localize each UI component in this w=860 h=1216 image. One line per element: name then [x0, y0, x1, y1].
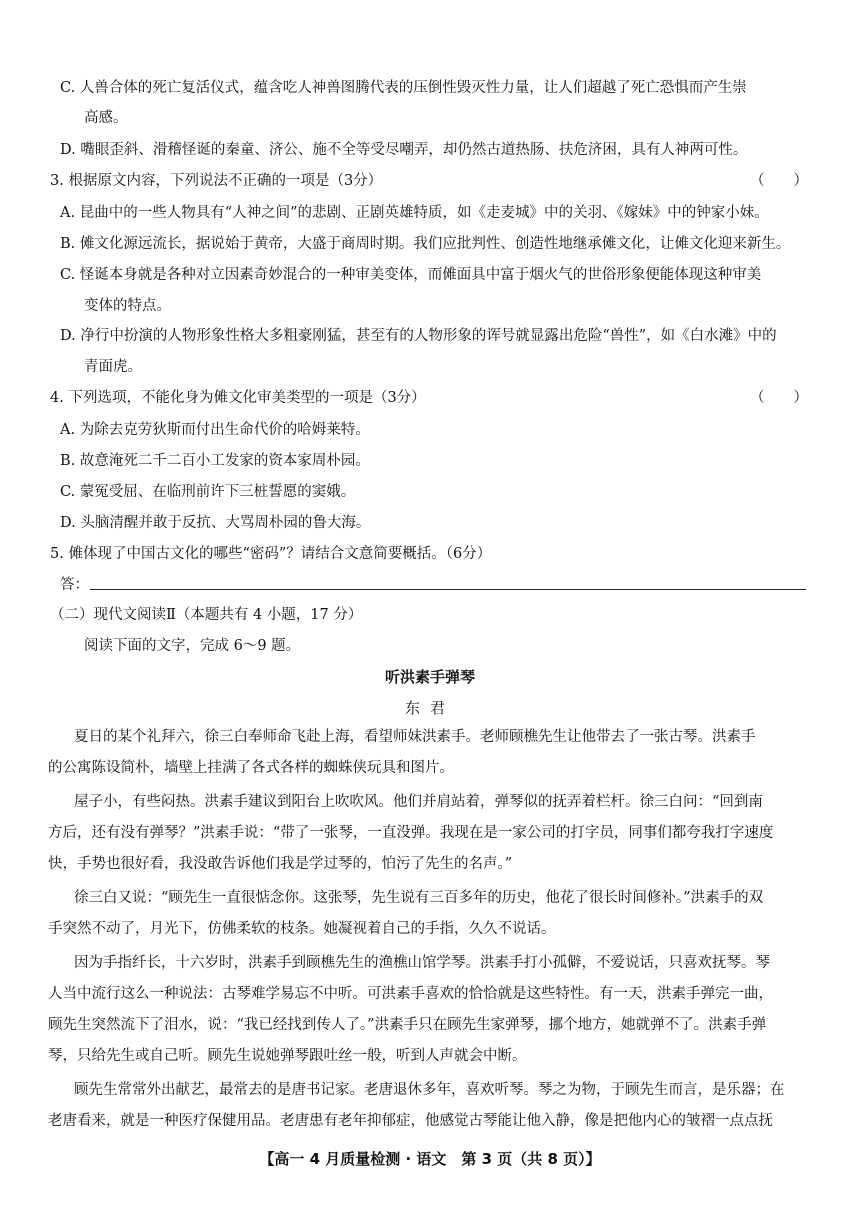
q5-answer-line[interactable] — [90, 589, 806, 590]
article-line: 的公寓陈设简朴，墙壁上挂满了各式各样的蜘蛛侠玩具和图片。 — [48, 760, 454, 776]
q3-option-d-line2: 青面虎。 — [84, 359, 142, 375]
q4-option-c: C. 蒙冤受屈、在临刑前许下三桩誓愿的窦娥。 — [60, 484, 356, 500]
q5-answer-label: 答： — [60, 577, 89, 593]
q4-answer-paren: （ ） — [750, 390, 808, 406]
q2-option-c-line2: 高感。 — [84, 110, 128, 126]
q3-option-c-line1: C. 怪诞本身就是各种对立因素奇妙混合的一种审美变体，而傩面具中富于烟火气的世俗形象便能体现这种审美 — [60, 267, 762, 283]
article-line: 快，手势也很好看，我没敢告诉他们我是学过琴的，怕污了先生的名声。” — [48, 856, 513, 872]
article-line: 老唐看来，就是一种医疗保健用品。老唐患有老年抑郁症，他感觉古琴能让他入静，像是把他内心的皱褶一点点抚 — [48, 1113, 773, 1129]
section2-instruction: 阅读下面的文字，完成 6～9 题。 — [84, 638, 301, 654]
article-line: 顾先生突然流下了泪水，说：“我已经找到传人了。”洪素手只在顾先生家弹琴，挪个地方，她就弹不了。洪素手弹 — [48, 1017, 767, 1033]
page-footer: 【高一 4 月质量检测 · 语文 第 3 页（共 8 页）】 — [259, 1150, 601, 1168]
q4-stem: 4. 下列选项，不能化身为傩文化审美类型的一项是（3分） — [50, 390, 426, 406]
q3-option-b: B. 傩文化源远流长，据说始于黄帝，大盛于商周时期。我们应批判性、创造性地继承傩文化，让傩文化迎来新生。 — [60, 236, 791, 252]
q3-option-a: A. 昆曲中的一些人物具有“人神之间”的悲剧、正剧英雄特质，如《走麦城》中的关羽、《嫁妹》中的钟家小妹。 — [60, 205, 769, 221]
q4-option-d: D. 头脑清醒并敢于反抗、大骂周朴园的鲁大海。 — [60, 515, 371, 531]
q2-option-c-line1: C. 人兽合体的死亡复活仪式，蕴含吃人神兽图腾代表的压倒性毁灭性力量，让人们超越了死亡恐惧而产生崇 — [60, 80, 747, 96]
article-line: 夏日的某个礼拜六，徐三白奉师命飞赴上海，看望师妹洪素手。老师顾樵先生让他带去了一张古琴。洪素手 — [74, 729, 756, 745]
q4-option-b: B. 故意淹死二千二百小工发家的资本家周朴园。 — [60, 453, 370, 469]
article-line: 手突然不动了，月光下，仿佛柔软的枝条。她凝视着自己的手指，久久不说话。 — [48, 921, 556, 937]
q3-stem: 3. 根据原文内容，下列说法不正确的一项是（3分） — [50, 173, 383, 189]
q3-answer-paren: （ ） — [750, 173, 808, 189]
article-line: 人当中流行这么一种说法：古琴难学易忘不中听。可洪素手喜欢的恰恰就是这些特性。有一天，洪素手弹完一曲， — [48, 986, 773, 1002]
article-line: 方后，还有没有弹琴？”洪素手说：“带了一张琴，一直没弹。我现在是一家公司的打字员，同事们都夸我打字速度 — [48, 825, 774, 841]
article-line: 顾先生常常外出献艺，最常去的是唐书记家。老唐退休多年，喜欢听琴。琴之为物，于顾先生而言，是乐器；在 — [74, 1082, 785, 1098]
article-author: 东君 — [404, 699, 455, 717]
section2-heading: （二）现代文阅读Ⅱ（本题共有 4 小题，17 分） — [50, 607, 363, 623]
q5-stem: 5. 傩体现了中国古文化的哪些“密码”？请结合文意简要概括。（6分） — [50, 546, 492, 562]
article-line: 因为手指纤长，十六岁时，洪素手到顾樵先生的渔樵山馆学琴。洪素手打小孤僻，不爱说话，只喜欢抚琴。琴 — [74, 955, 770, 971]
article-title: 听洪素手弹琴 — [384, 668, 475, 686]
q3-option-c-line2: 变体的特点。 — [84, 298, 171, 314]
article-line: 琴，只给先生或自己听。顾先生说她弹琴跟吐丝一般，听到人声就会中断。 — [48, 1048, 527, 1064]
article-line: 屋子小，有些闷热。洪素手建议到阳台上吹吹风。他们并肩站着，弹琴似的抚弄着栏杆。徐三白问：“回到南 — [74, 794, 763, 810]
q3-option-d-line1: D. 净行中扮演的人物形象性格大多粗豪刚猛，甚至有的人物形象的诨号就显露出危险“兽性”，如《白水滩》中的 — [60, 328, 777, 344]
article-line: 徐三白又说：“顾先生一直很惦念你。这张琴，先生说有三百多年的历史，他花了很长时间修补。”洪素手的双 — [74, 890, 764, 906]
q2-option-d: D. 嘴眼歪斜、滑稽怪诞的秦童、济公、施不全等受尽嘲弄，却仍然古道热肠、扶危济困，具有人神两可性。 — [60, 142, 748, 158]
q4-option-a: A. 为除去克劳狄斯而付出生命代价的哈姆莱特。 — [60, 422, 370, 438]
